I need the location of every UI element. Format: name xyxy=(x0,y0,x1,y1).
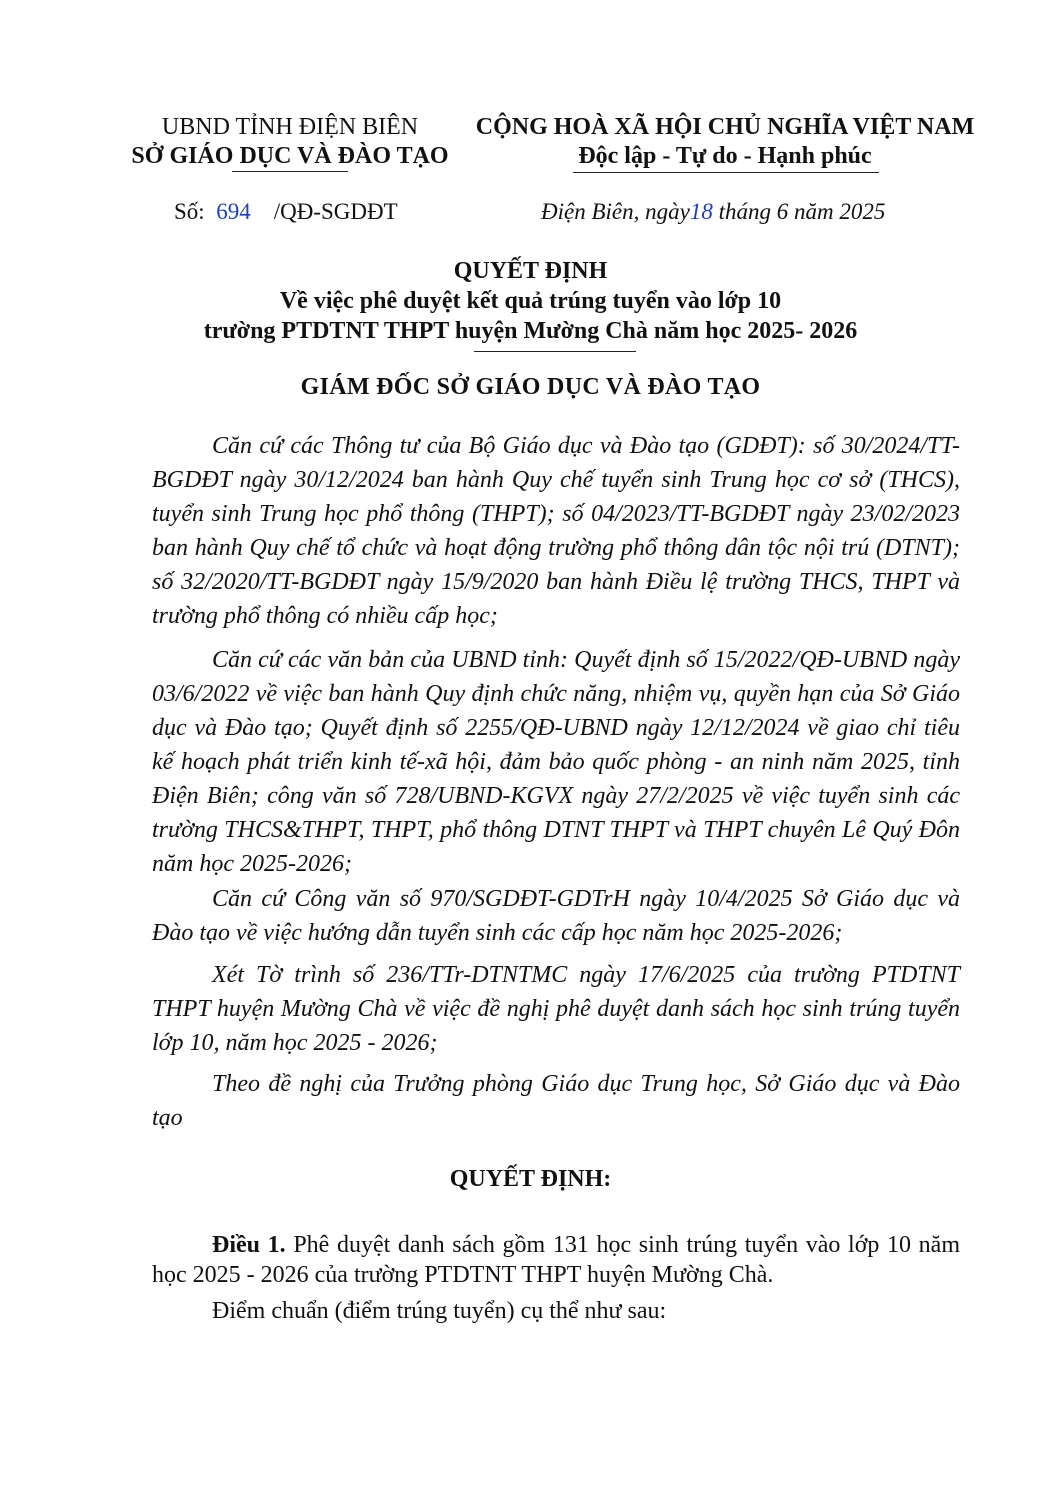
article-1-label: Điều 1. xyxy=(212,1232,286,1258)
motto: Độc lập - Tự do - Hạnh phúc xyxy=(578,143,872,169)
preamble-paragraph: Xét Tờ trình số 236/TTr-DTNTMC ngày 17/6/2025 của trường PTDTNT THPT huyện Mường Chà về việc đề nghị phê duyệt danh sách học sinh trúng tuyển lớp 10, năm học 2025 - 2026; xyxy=(152,962,960,1056)
national-motto xyxy=(470,113,980,171)
province-committee: UBND TỈNH ĐIỆN BIÊN xyxy=(161,114,419,140)
preamble-paragraph: Căn cứ Công văn số 970/SGDĐT-GDTrH ngày 10/4/2025 Sở Giáo dục và Đào tạo về việc hướng dẫn tuyển sinh các cấp học năm học 2025-2026; xyxy=(152,886,960,946)
cutoff-score-intro: Điểm chuẩn (điểm trúng tuyển) cụ thể như sau: xyxy=(212,1298,667,1324)
article-1-text: Phê duyệt danh sách gồm 131 học sinh trúng tuyển vào lớp 10 năm học 2025 - 2026 của trường PTDTNT THPT huyện Mường Chà. xyxy=(152,1232,961,1288)
article-1 xyxy=(152,1230,960,1290)
title-line-3: trường PTDTNT THPT huyện Mường Chà năm học 2025- 2026 xyxy=(203,318,858,344)
preamble-paragraph: Căn cứ các văn bản của UBND tỉnh: Quyết định số 15/2022/QĐ-UBND ngày 03/6/2022 về việc ban hành Quy định chức năng, nhiệm vụ, quyền hạn của Sở Giáo dục và Đào tạo; Quyết định số 2255/QĐ-UBND ngày 12/12/2024 về giao chỉ tiêu kế hoạch phát triển kinh tế-xã hội, đảm bảo quốc phòng - an ninh năm 2025, tỉnh Điện Biên; công văn số 728/UBND-KGVX ngày 27/2/2025 về việc tuyển sinh các trường THCS&THPT, THPT, phổ thông DTNT THPT và THPT chuyên Lê Quý Đôn năm học 2025-2026; xyxy=(152,647,960,877)
doc-number-value: 694 xyxy=(216,199,251,224)
title-underline xyxy=(474,351,636,352)
department-name: SỞ GIÁO DỤC VÀ ĐÀO TẠO xyxy=(131,143,449,169)
decision-heading: QUYẾT ĐỊNH: xyxy=(449,1166,612,1192)
date-after: tháng 6 năm 2025 xyxy=(718,199,886,224)
document-title xyxy=(100,256,961,346)
motto-underline xyxy=(573,172,879,173)
date-day: 18 xyxy=(689,199,713,224)
doc-number-suffix: /QĐ-SGDĐT xyxy=(273,199,398,224)
title-line-2: Về việc phê duyệt kết quả trúng tuyển vào lớp 10 xyxy=(279,288,782,314)
document-date xyxy=(541,199,885,225)
date-before: Điện Biên, ngày xyxy=(541,199,690,224)
agency-underline xyxy=(232,171,348,172)
preamble-paragraph: Căn cứ các Thông tư của Bộ Giáo dục và Đào tạo (GDĐT): số 30/2024/TT-BGDĐT ngày 30/12/2024 ban hành Quy chế tuyển sinh Trung học cơ sở (THCS), tuyển sinh Trung học phổ thông (THPT); số 04/2023/TT-BGDĐT ngày 23/02/2023 ban hành Quy chế tổ chức và hoạt động trường phổ thông dân tộc nội trú (DTNT); số 32/2020/TT-BGDĐT ngày 15/9/2020 ban hành Điều lệ trường THCS, THPT và trường phổ thông có nhiều cấp học; xyxy=(152,433,960,629)
doc-number-prefix: Số: xyxy=(174,199,205,224)
country-name: CỘNG HOÀ XÃ HỘI CHỦ NGHĨA VIỆT NAM xyxy=(475,114,975,140)
issuing-agency xyxy=(120,113,460,171)
authority-heading: GIÁM ĐỐC SỞ GIÁO DỤC VÀ ĐÀO TẠO xyxy=(300,374,761,400)
preamble-paragraph: Theo đề nghị của Trưởng phòng Giáo dục Trung học, Sở Giáo dục và Đào tạo xyxy=(152,1071,960,1131)
title-line-1: QUYẾT ĐỊNH xyxy=(453,258,608,284)
document-number xyxy=(174,199,398,225)
